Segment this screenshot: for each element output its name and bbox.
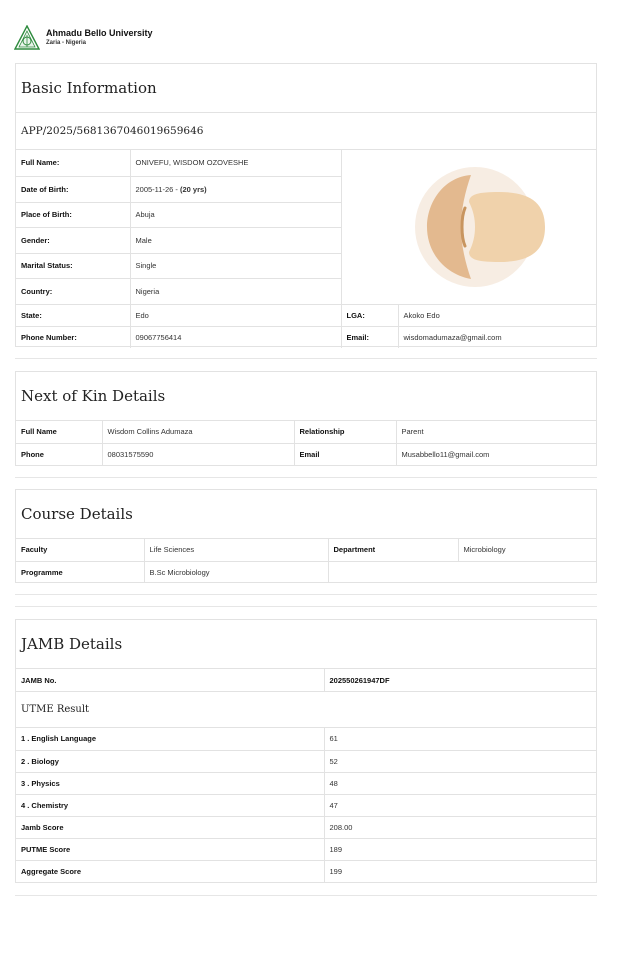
university-location: Zaria - Nigeria (46, 40, 87, 46)
result-row (16, 860, 596, 882)
kin-relationship-value: Parent (396, 421, 596, 443)
pob-label: Place of Birth: (16, 202, 130, 227)
full-name-label: Full Name: (16, 150, 130, 176)
next-of-kin-section (15, 371, 597, 466)
phone-value: 09067756414 (130, 326, 341, 348)
jamb-number-value: 202550261947DF (324, 669, 596, 691)
result-row (16, 728, 596, 750)
dob-age: (20 yrs) (179, 184, 207, 194)
result-value: 52 (324, 750, 596, 772)
next-of-kin-table (16, 421, 596, 465)
email-label: Email: (341, 326, 398, 348)
lga-label: LGA: (341, 304, 398, 326)
divider (15, 594, 597, 595)
kin-phone-value: 08031575590 (102, 443, 294, 465)
jamb-number-table (16, 669, 596, 691)
result-label: 2 . Biology (16, 750, 324, 772)
passport-photo (341, 150, 596, 304)
result-label: Jamb Score (16, 816, 324, 838)
country-value: Nigeria (130, 278, 341, 304)
jamb-details-section (15, 619, 597, 883)
jamb-number-label: JAMB No. (16, 669, 324, 691)
result-label: 1 . English Language (16, 728, 324, 750)
department-label: Department (328, 539, 458, 561)
email-value: wisdomadumaza@gmail.com (398, 326, 596, 348)
result-value: 61 (324, 728, 596, 750)
dob-label: Date of Birth: (16, 176, 130, 202)
dob-date: 2005-11-26 - (135, 184, 180, 194)
result-row (16, 750, 596, 772)
divider (15, 606, 597, 607)
course-details-section (15, 489, 597, 583)
department-value: Microbiology (458, 539, 596, 561)
result-label: 4 . Chemistry (16, 794, 324, 816)
kin-name-value: Wisdom Collins Adumaza (102, 421, 294, 443)
result-label: Aggregate Score (16, 860, 324, 882)
kin-email-label: Email (294, 443, 396, 465)
result-value: 199 (324, 860, 596, 882)
pob-value: Abuja (130, 202, 341, 227)
page-header (14, 24, 153, 52)
lga-value: Akoko Edo (398, 304, 596, 326)
kin-name-label: Full Name (16, 421, 102, 443)
result-value: 48 (324, 772, 596, 794)
section-title: Basic Information (16, 64, 596, 113)
programme-value: B.Sc Microbiology (144, 561, 328, 583)
university-name: Ahmadu Bello University (46, 28, 153, 38)
section-title: Next of Kin Details (16, 372, 596, 421)
full-name-value: ONIVEFU, WISDOM OZOVESHE (130, 150, 341, 176)
result-value: 47 (324, 794, 596, 816)
university-logo-icon (14, 25, 40, 51)
state-label: State: (16, 304, 130, 326)
result-row (16, 838, 596, 860)
course-details-table (16, 539, 596, 583)
divider (15, 358, 597, 359)
marital-status-value: Single (130, 253, 341, 278)
gender-label: Gender: (16, 227, 130, 253)
result-value: 208.00 (324, 816, 596, 838)
divider (15, 477, 597, 478)
empty-cell (328, 561, 596, 583)
result-row (16, 816, 596, 838)
faculty-label: Faculty (16, 539, 144, 561)
photo-placeholder-icon (389, 152, 549, 302)
faculty-value: Life Sciences (144, 539, 328, 561)
kin-phone-label: Phone (16, 443, 102, 465)
programme-label: Programme (16, 561, 144, 583)
phone-label: Phone Number: (16, 326, 130, 348)
section-title: Course Details (16, 490, 596, 539)
basic-info-table (16, 150, 596, 348)
section-title: JAMB Details (16, 620, 596, 669)
result-row (16, 794, 596, 816)
result-row (16, 772, 596, 794)
application-number: APP/2025/5681367046019659646 (16, 113, 596, 150)
result-label: 3 . Physics (16, 772, 324, 794)
result-label: PUTME Score (16, 838, 324, 860)
gender-value: Male (130, 227, 341, 253)
state-value: Edo (130, 304, 341, 326)
result-value: 189 (324, 838, 596, 860)
dob-value (130, 176, 341, 202)
kin-relationship-label: Relationship (294, 421, 396, 443)
divider (15, 895, 597, 896)
kin-email-value: Musabbello11@gmail.com (396, 443, 596, 465)
utme-result-title: UTME Result (16, 691, 596, 728)
country-label: Country: (16, 278, 130, 304)
marital-status-label: Marital Status: (16, 253, 130, 278)
utme-result-table (16, 728, 596, 882)
basic-information-section (15, 63, 597, 347)
